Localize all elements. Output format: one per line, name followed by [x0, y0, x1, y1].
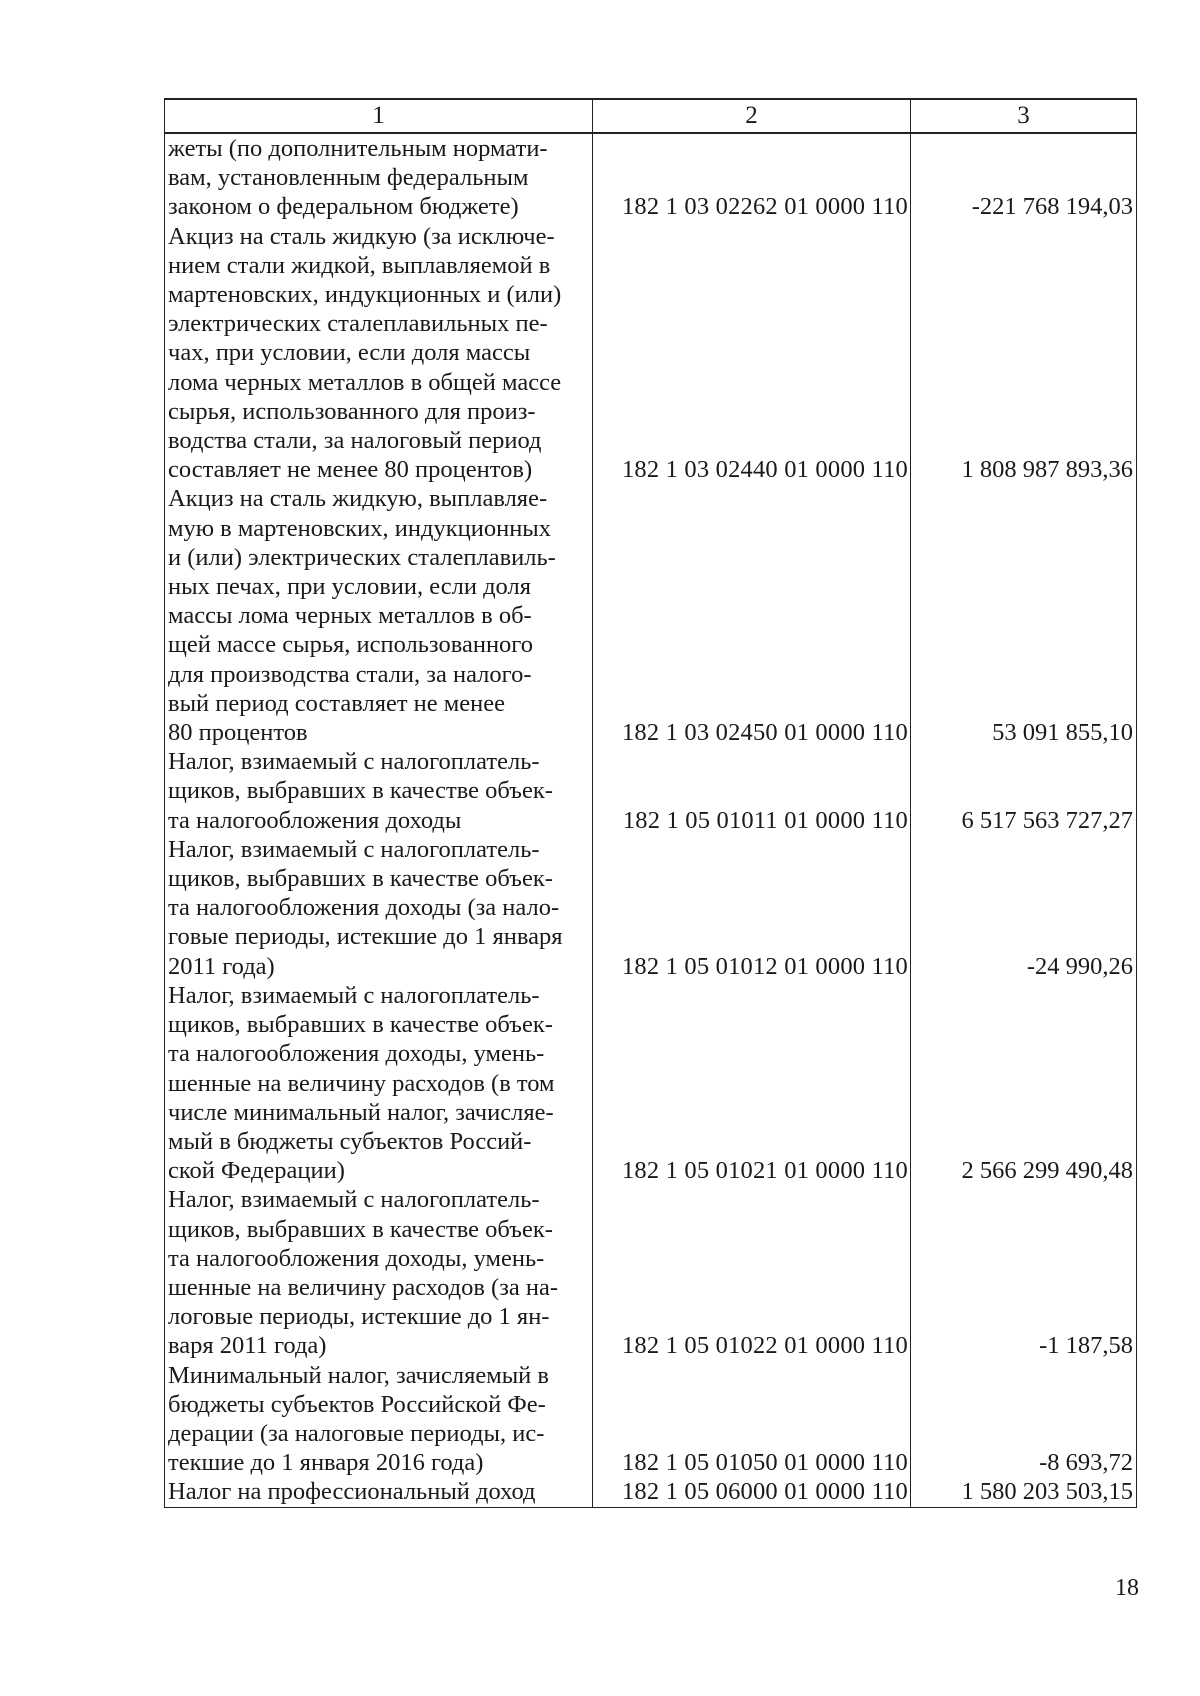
revenue-name-cell: Налог, взимаемый с налогоплатель- щиков, выбравших в качестве объек- та налогообложения доходы, умень- шенные на величину расходов (в том числе минимальный налог, зачисляе- мый в бюджеты субъектов Россий- ской Федерации)	[165, 981, 593, 1185]
revenue-name-cell: Налог, взимаемый с налогоплатель- щиков, выбравших в качестве объек- та налогообложения доходы	[165, 747, 593, 835]
amount-value: 2 566 299 490,48	[961, 1157, 1133, 1185]
revenue-name-cell: Акциз на сталь жидкую (за исключе- нием стали жидкой, выплавляемой в мартеновских, индукционных и (или) электрических сталеплавильных пе- чах, при условии, если доля массы лома черных металлов в общей массе сырья, использованного для произ- водства стали, за налоговый период составляет не менее 80 процентов)	[165, 222, 593, 485]
page-number: 18	[1115, 1575, 1139, 1601]
amount-cell	[911, 1477, 1136, 1506]
table-row	[165, 1477, 1136, 1506]
table-row	[165, 747, 1136, 835]
revenue-name-cell: Налог, взимаемый с налогоплатель- щиков, выбравших в качестве объек- та налогообложения доходы, умень- шенные на величину расходов (за на- логовые периоды, истекшие до 1 ян- варя 2011 года)	[165, 1185, 593, 1360]
budget-code-cell	[593, 981, 911, 1185]
amount-value: -8 693,72	[1039, 1449, 1133, 1477]
budget-code: 182 1 05 06000 01 0000 110	[621, 1478, 908, 1506]
budget-code: 182 1 05 01011 01 0000 110	[622, 806, 908, 834]
amount-value: 1 580 203 503,15	[961, 1478, 1133, 1506]
revenue-name-cell: Налог, взимаемый с налогоплатель- щиков, выбравших в качестве объек- та налогообложения доходы (за нало- говые периоды, истекшие до 1 января 2011 года)	[165, 835, 593, 981]
amount-value: -1 187,58	[1039, 1332, 1133, 1360]
amount-value: -221 768 194,03	[971, 193, 1133, 221]
budget-code-cell	[593, 134, 911, 222]
amount-cell	[911, 835, 1136, 981]
budget-code: 182 1 03 02440 01 0000 110	[621, 456, 908, 484]
budget-code-cell	[593, 835, 911, 981]
amount-cell	[911, 747, 1136, 835]
budget-code: 182 1 05 01012 01 0000 110	[621, 952, 908, 980]
budget-code: 182 1 05 01050 01 0000 110	[621, 1449, 908, 1477]
table-row	[165, 1361, 1136, 1478]
budget-code: 182 1 03 02262 01 0000 110	[621, 193, 908, 221]
budget-code-cell	[593, 1361, 911, 1478]
budget-code: 182 1 03 02450 01 0000 110	[621, 719, 908, 747]
column-header-3: 3	[1017, 102, 1030, 129]
table-row	[165, 981, 1136, 1185]
amount-cell	[911, 134, 1136, 222]
table-row	[165, 835, 1136, 981]
budget-code-cell	[593, 1185, 911, 1360]
budget-code-cell	[593, 1477, 911, 1506]
column-header-1: 1	[165, 100, 593, 132]
amount-value: 6 517 563 727,27	[961, 806, 1133, 834]
budget-code-cell	[593, 222, 911, 485]
budget-code-cell	[593, 484, 911, 747]
revenue-name-cell: жеты (по дополнительным нормати- вам, установленным федеральным законом о федеральном бюджете)	[165, 134, 593, 222]
revenue-name-cell: Акциз на сталь жидкую, выплавляе- мую в мартеновских, индукционных и (или) электрических сталеплавиль- ных печах, при условии, если доля массы лома черных металлов в об- щей массе сырья, использованного для производства стали, за налого- вый период составляет не менее 80 процентов	[165, 484, 593, 747]
amount-cell	[911, 1185, 1136, 1360]
budget-code-cell	[593, 747, 911, 835]
column-header-2: 2	[593, 100, 911, 132]
budget-code: 182 1 05 01021 01 0000 110	[621, 1157, 908, 1185]
amount-cell	[911, 1361, 1136, 1478]
amount-cell	[911, 484, 1136, 747]
table-row	[165, 134, 1136, 222]
table-header-row	[165, 100, 1136, 134]
amount-value: 1 808 987 893,36	[961, 456, 1133, 484]
revenue-name-cell: Налог на профессиональный доход	[165, 1477, 593, 1506]
amount-value: 53 091 855,10	[992, 719, 1133, 747]
revenue-table	[164, 98, 1137, 1508]
amount-value: -24 990,26	[1026, 952, 1133, 980]
table-row	[165, 222, 1136, 485]
table-row	[165, 484, 1136, 747]
revenue-name-cell: Минимальный налог, зачисляемый в бюджеты субъектов Российской Фе- дерации (за налоговые периоды, ис- текшие до 1 января 2016 года)	[165, 1361, 593, 1478]
amount-cell	[911, 222, 1136, 485]
amount-cell	[911, 981, 1136, 1185]
budget-code: 182 1 05 01022 01 0000 110	[621, 1332, 908, 1360]
table-row	[165, 1185, 1136, 1360]
